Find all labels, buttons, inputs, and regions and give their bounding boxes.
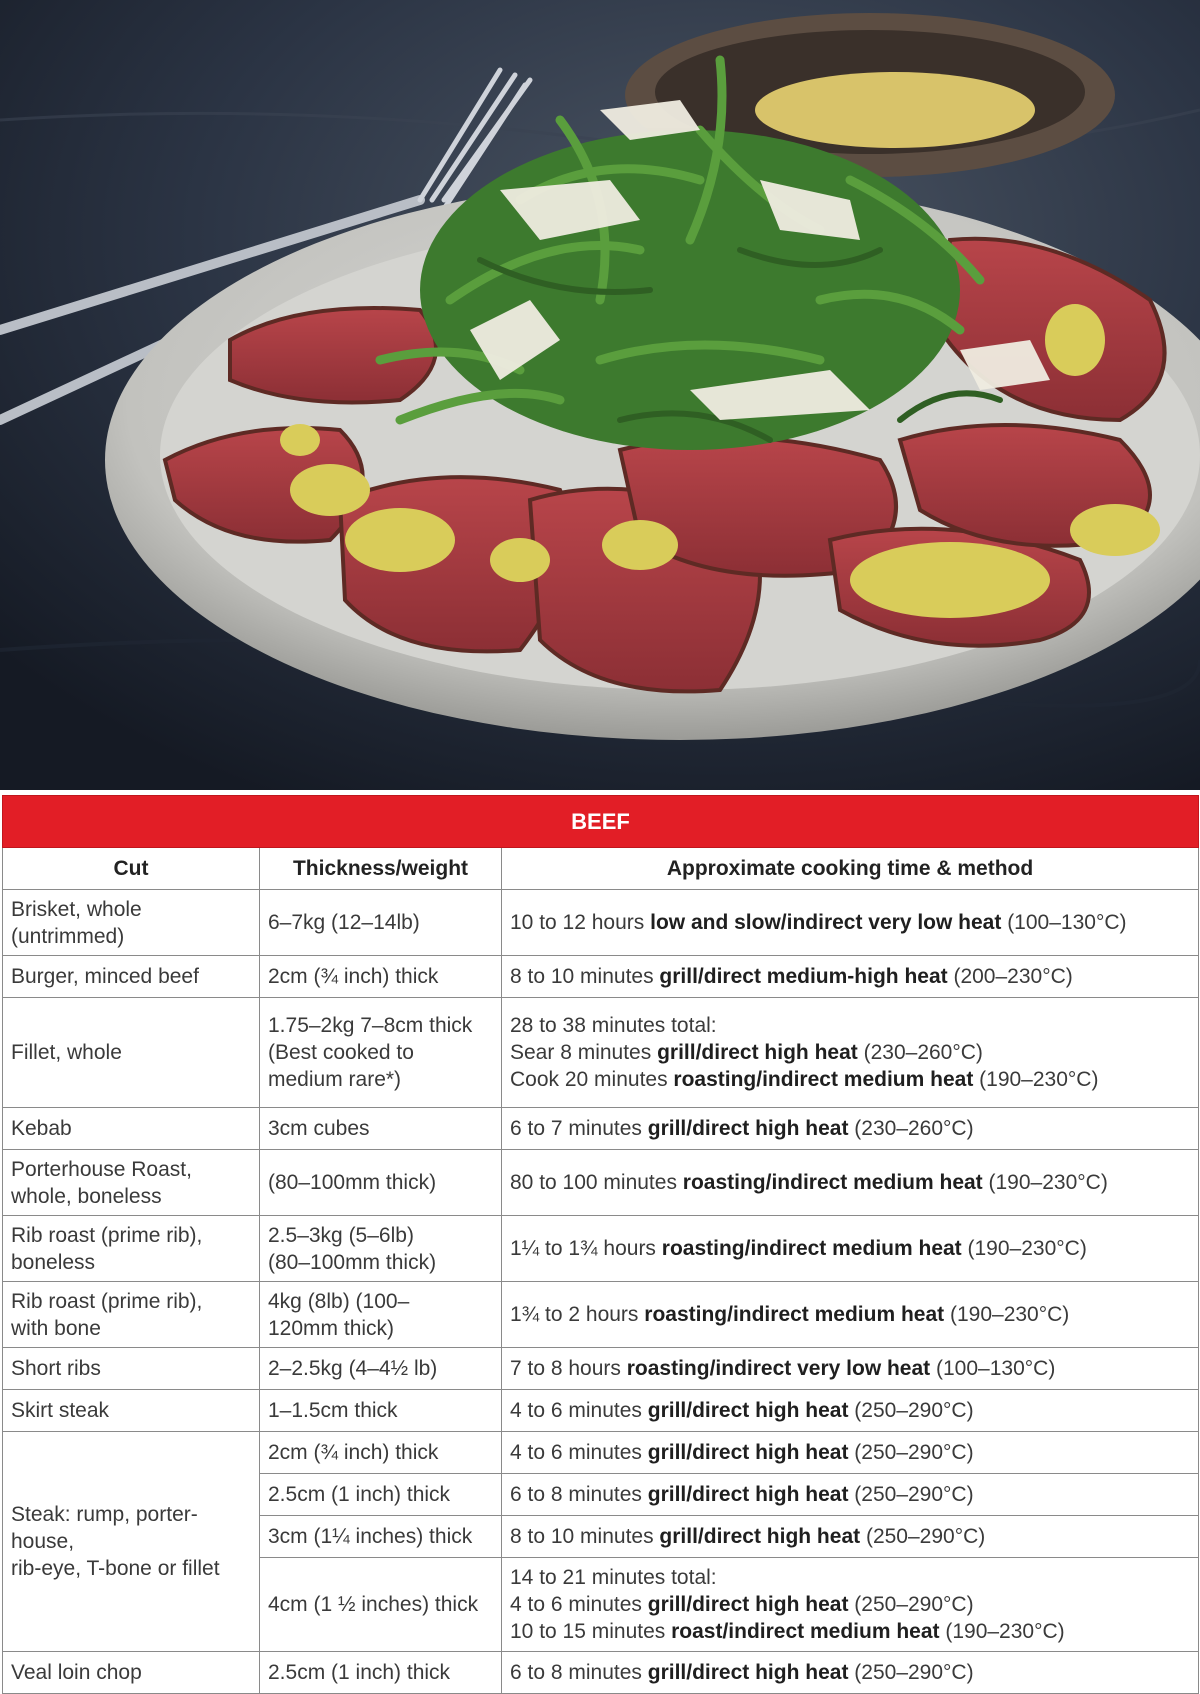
method-text: 14 to 21 minutes total: — [510, 1566, 717, 1589]
header-thickness: Thickness/weight — [260, 848, 502, 890]
method-heat-bold: low and slow/indirect very low heat — [650, 911, 1002, 934]
table-row — [3, 1216, 1199, 1282]
thickness-cell — [260, 956, 502, 998]
table-row — [3, 1348, 1199, 1390]
cut-cell-line: Brisket, whole — [11, 897, 142, 921]
method-text: 1¼ to 1¾ hours — [510, 1237, 662, 1260]
thickness-cell-line: medium rare*) — [268, 1068, 402, 1091]
thickness-cell — [260, 890, 502, 956]
method-cell — [502, 1150, 1199, 1216]
table-row — [3, 1432, 1199, 1474]
table-title: BEEF — [3, 796, 1199, 848]
method-heat-bold: grill/direct high heat — [647, 1483, 849, 1506]
method-text: (190–230°C) — [939, 1620, 1065, 1643]
method-line — [510, 909, 1190, 936]
method-text: (100–130°C) — [930, 1357, 1056, 1380]
method-text: (250–290°C) — [848, 1593, 974, 1616]
method-line — [510, 1066, 1190, 1093]
method-heat-bold: grill/direct high heat — [647, 1399, 849, 1422]
thickness-cell-line: 4cm (1 ½ inches) thick — [268, 1593, 479, 1616]
method-cell — [502, 956, 1199, 998]
method-text: (250–290°C) — [848, 1661, 974, 1684]
method-heat-bold: roasting/indirect medium heat — [644, 1303, 945, 1326]
method-text: (230–260°C) — [857, 1041, 983, 1064]
cut-cell-line: Kebab — [11, 1117, 72, 1140]
method-line — [510, 1523, 1190, 1550]
thickness-cell — [260, 1516, 502, 1558]
beef-cooking-table-wrapper — [2, 795, 1198, 1694]
method-text: 1¾ to 2 hours — [510, 1303, 645, 1326]
method-heat-bold: grill/direct high heat — [647, 1117, 849, 1140]
thickness-cell-line: 2.5cm (1 inch) thick — [268, 1661, 451, 1684]
thickness-cell — [260, 1108, 502, 1150]
thickness-cell — [260, 1150, 502, 1216]
table-row — [3, 1652, 1199, 1694]
thickness-cell-line: 1–1.5cm thick — [268, 1399, 398, 1422]
method-cell — [502, 890, 1199, 956]
thickness-cell-line: (80–100mm thick) — [268, 1171, 437, 1194]
method-text: 8 to 10 minutes — [510, 1525, 660, 1548]
cut-cell — [3, 956, 260, 998]
method-text: (190–230°C) — [982, 1171, 1108, 1194]
cut-cell-line: Veal loin chop — [11, 1661, 142, 1684]
method-text: 80 to 100 minutes — [510, 1171, 683, 1194]
method-cell — [502, 1348, 1199, 1390]
method-heat-bold: grill/direct high heat — [647, 1441, 849, 1464]
method-line — [510, 1591, 1190, 1618]
table-row — [3, 1150, 1199, 1216]
method-heat-bold: grill/direct high heat — [647, 1593, 849, 1616]
table-banner-row — [3, 796, 1199, 848]
thickness-cell — [260, 1474, 502, 1516]
method-text: 4 to 6 minutes — [510, 1441, 648, 1464]
thickness-cell-line: 2.5–3kg (5–6lb) — [268, 1223, 414, 1247]
beef-cooking-table — [2, 795, 1199, 1694]
method-line — [510, 963, 1190, 990]
cut-cell-line: Porterhouse Roast, — [11, 1157, 192, 1181]
beef-carpaccio-illustration — [0, 0, 1200, 790]
cut-cell — [3, 1348, 260, 1390]
thickness-cell-line: 2cm (¾ inch) thick — [268, 1441, 439, 1464]
method-line — [510, 1618, 1190, 1645]
thickness-cell-line: 2.5cm (1 inch) thick — [268, 1483, 451, 1506]
cut-cell — [3, 1432, 260, 1652]
cut-cell-line: house, — [11, 1530, 75, 1553]
method-heat-bold: roasting/indirect medium heat — [661, 1237, 962, 1260]
method-text: Cook 20 minutes — [510, 1068, 674, 1091]
thickness-cell — [260, 1282, 502, 1348]
method-text: (250–290°C) — [848, 1483, 974, 1506]
thickness-cell-line: 6–7kg (12–14lb) — [268, 911, 420, 934]
method-cell — [502, 1516, 1199, 1558]
method-heat-bold: grill/direct high heat — [647, 1661, 849, 1684]
method-heat-bold: grill/direct high heat — [657, 1041, 858, 1064]
thickness-cell — [260, 998, 502, 1108]
method-text: (190–230°C) — [973, 1068, 1099, 1091]
cut-cell — [3, 1216, 260, 1282]
cut-cell — [3, 1282, 260, 1348]
thickness-cell-line: 2cm (¾ inch) thick — [268, 965, 439, 988]
table-header-row — [3, 848, 1199, 890]
method-line — [510, 1115, 1190, 1142]
method-text: (250–290°C) — [860, 1525, 986, 1548]
method-text: Sear 8 minutes — [510, 1041, 658, 1064]
method-heat-bold: grill/direct medium-high heat — [659, 965, 948, 988]
thickness-cell-line: 2–2.5kg (4–4½ lb) — [268, 1357, 438, 1380]
table-row — [3, 890, 1199, 956]
method-cell — [502, 1390, 1199, 1432]
cut-cell-line: with bone — [11, 1316, 101, 1340]
method-text: 28 to 38 minutes total: — [510, 1014, 717, 1037]
method-cell — [502, 1558, 1199, 1652]
method-text: 10 to 15 minutes — [510, 1620, 672, 1643]
method-text: (230–260°C) — [848, 1117, 974, 1140]
table-row — [3, 1108, 1199, 1150]
method-text: (190–230°C) — [961, 1237, 1087, 1260]
method-line — [510, 1235, 1190, 1262]
cut-cell-line: whole, boneless — [11, 1184, 162, 1208]
method-text: (250–290°C) — [848, 1399, 974, 1422]
thickness-cell-line: (80–100mm thick) — [268, 1250, 437, 1274]
thickness-cell — [260, 1558, 502, 1652]
cut-cell — [3, 1150, 260, 1216]
cut-cell-line: Skirt steak — [11, 1399, 110, 1422]
method-cell — [502, 1108, 1199, 1150]
method-heat-bold: grill/direct high heat — [659, 1525, 861, 1548]
method-text: 10 to 12 hours — [510, 911, 651, 934]
method-line — [510, 1012, 1190, 1039]
thickness-cell-line: 3cm cubes — [268, 1117, 370, 1140]
thickness-cell-line: 4kg (8lb) (100– — [268, 1289, 410, 1313]
table-row — [3, 1282, 1199, 1348]
method-line — [510, 1481, 1190, 1508]
method-line — [510, 1355, 1190, 1382]
method-cell — [502, 1474, 1199, 1516]
table-body — [3, 890, 1199, 1694]
method-line — [510, 1659, 1190, 1686]
method-cell — [502, 1216, 1199, 1282]
cut-cell-line: Burger, minced beef — [11, 965, 199, 988]
method-line — [510, 1301, 1190, 1328]
header-cut: Cut — [3, 848, 260, 890]
method-cell — [502, 1432, 1199, 1474]
table-row — [3, 956, 1199, 998]
method-text: 6 to 8 minutes — [510, 1661, 648, 1684]
thickness-cell — [260, 1348, 502, 1390]
method-text: 6 to 8 minutes — [510, 1483, 648, 1506]
cut-cell — [3, 1108, 260, 1150]
cut-cell-line: (untrimmed) — [11, 924, 125, 948]
method-text: (100–130°C) — [1001, 911, 1127, 934]
cut-cell-line: rib-eye, T-bone or fillet — [11, 1557, 220, 1580]
method-text: 8 to 10 minutes — [510, 965, 660, 988]
thickness-cell-line: (Best cooked to — [268, 1041, 414, 1064]
cut-cell-line: Short ribs — [11, 1357, 101, 1380]
method-line — [510, 1039, 1190, 1066]
thickness-cell-line: 120mm thick) — [268, 1316, 395, 1340]
thickness-cell — [260, 1216, 502, 1282]
food-photo — [0, 0, 1200, 790]
thickness-cell — [260, 1652, 502, 1694]
cut-cell-line: Rib roast (prime rib), — [11, 1289, 203, 1313]
method-cell — [502, 1282, 1199, 1348]
method-cell — [502, 998, 1199, 1108]
header-method: Approximate cooking time & method — [502, 848, 1199, 890]
method-text: 7 to 8 hours — [510, 1357, 627, 1380]
thickness-cell-line: 3cm (1¼ inches) thick — [268, 1525, 473, 1548]
method-text: 4 to 6 minutes — [510, 1593, 648, 1616]
cut-cell — [3, 1390, 260, 1432]
method-heat-bold: roast/indirect medium heat — [671, 1620, 940, 1643]
cut-cell — [3, 1652, 260, 1694]
method-line — [510, 1397, 1190, 1424]
method-line — [510, 1564, 1190, 1591]
method-heat-bold: roasting/indirect medium heat — [673, 1068, 974, 1091]
table-row — [3, 1390, 1199, 1432]
cut-cell-line: Steak: rump, porter- — [11, 1503, 198, 1526]
thickness-cell — [260, 1432, 502, 1474]
table-row — [3, 998, 1199, 1108]
method-text: 4 to 6 minutes — [510, 1399, 648, 1422]
method-heat-bold: roasting/indirect very low heat — [626, 1357, 931, 1380]
method-line — [510, 1439, 1190, 1466]
thickness-cell — [260, 1390, 502, 1432]
thickness-cell-line: 1.75–2kg 7–8cm thick — [268, 1014, 473, 1037]
method-text: (200–230°C) — [947, 965, 1073, 988]
cut-cell-line: Rib roast (prime rib), — [11, 1223, 203, 1247]
method-text: (250–290°C) — [848, 1441, 974, 1464]
cut-cell — [3, 890, 260, 956]
method-text: 6 to 7 minutes — [510, 1117, 648, 1140]
cut-cell — [3, 998, 260, 1108]
cut-cell-line: Fillet, whole — [11, 1041, 122, 1064]
method-cell — [502, 1652, 1199, 1694]
method-line — [510, 1169, 1190, 1196]
cut-cell-line: boneless — [11, 1250, 96, 1274]
method-heat-bold: roasting/indirect medium heat — [682, 1171, 983, 1194]
method-text: (190–230°C) — [944, 1303, 1070, 1326]
